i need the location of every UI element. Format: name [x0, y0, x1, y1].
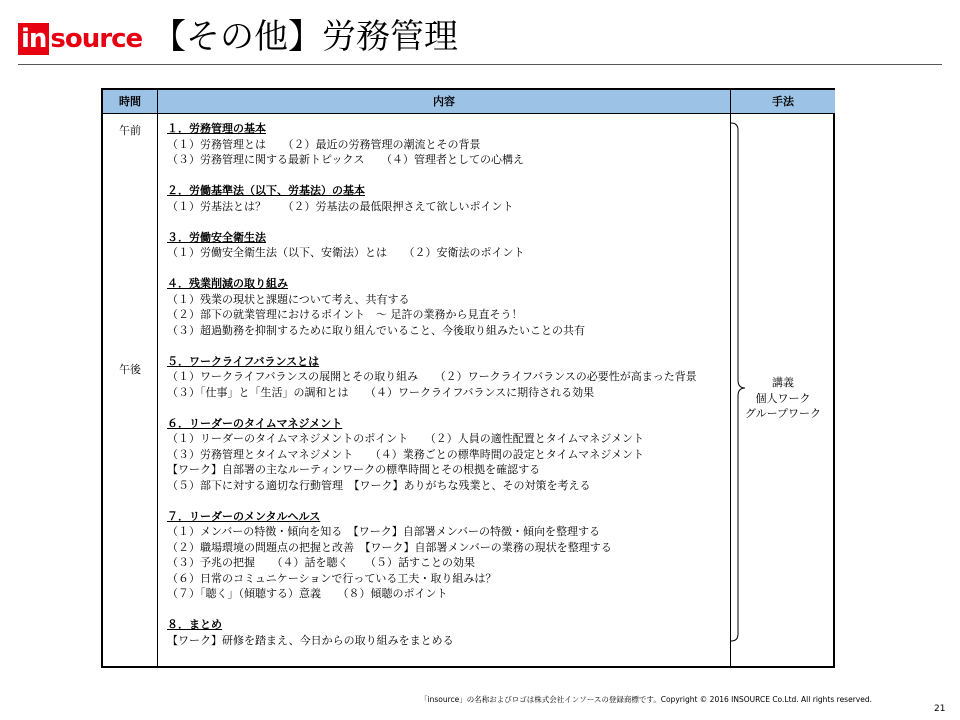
title-divider	[18, 64, 942, 65]
column-divider	[157, 90, 158, 666]
section-item: （３）労務管理とタイムマネジメント （４）業務ごとの標準時間の設定とタイムマネジメント	[167, 447, 644, 461]
spacer	[167, 338, 727, 354]
logo-in: in	[18, 23, 49, 55]
section-item: （１）労務管理とは （２）最近の労務管理の潮流とその背景	[167, 137, 481, 151]
section-item: （３）予兆の把握 （４）話を聴く （５）話すことの効果	[167, 556, 475, 569]
section-item: （３）超過勤務を抑制するために取り組んでいること、今後取り組みたいことの共有	[167, 323, 585, 337]
method-item: 講義	[772, 376, 794, 389]
section-heading: ６．リーダーのタイムマネジメント	[167, 416, 343, 430]
section-heading: ２．労働基準法（以下、労基法）の基本	[167, 184, 365, 197]
section-item: （１）労働安全衛生法（以下、安衛法）とは （２）安衛法のポイント	[167, 246, 525, 259]
spacer	[167, 168, 727, 184]
section-heading: ４．残業削減の取り組み	[167, 277, 288, 290]
section-item: （１）ワークライフバランスの展開とその取り組み （２）ワークライフバランスの必要性が高まった背景	[167, 370, 697, 383]
spacer	[167, 602, 727, 618]
time-afternoon: 午後	[119, 363, 141, 376]
section-item: （２）部下の就業管理におけるポイント ～ 足許の業務から見直そう！	[167, 308, 523, 321]
spacer	[167, 493, 727, 509]
header-time: 時間	[103, 90, 157, 114]
section-heading: １．労務管理の基本	[167, 122, 266, 135]
method-item: グループワーク	[744, 407, 822, 420]
section-item: （１）メンバーの特徴・傾向を知る 【ワーク】自部署メンバーの特徴・傾向を整理する	[167, 525, 600, 538]
time-morning: 午前	[119, 124, 141, 137]
section-heading: ８．まとめ	[167, 618, 222, 631]
spacer	[167, 214, 727, 230]
section-item: 【ワーク】自部署の主なルーティンワークの標準時間とその根拠を確認する	[167, 463, 541, 476]
section-item: （１）リーダーのタイムマネジメントのポイント （２）人員の適性配置とタイムマネジメント	[167, 432, 644, 445]
copyright-footer: 「insource」の名称およびロゴは株式会社インソースの登録商標です。Copyright © 2016 INSOURCE Co.Ltd. All rights reserved.	[420, 695, 872, 704]
method-list	[731, 375, 835, 422]
page-number: 21	[934, 704, 946, 714]
spacer	[167, 261, 727, 277]
section-item: （１）労基法とは？ （２）労基法の最低限押さえて欲しいポイント	[167, 199, 514, 213]
method-item: 個人ワーク	[755, 391, 811, 405]
section-item: （２）職場環境の問題点の把握と改善 【ワーク】自部署メンバーの業務の現状を整理する	[167, 540, 612, 554]
logo-source: source	[50, 24, 143, 54]
header-method: 手法	[731, 90, 835, 114]
page-title: 【その他】労務管理	[152, 17, 458, 57]
section-heading: ７．リーダーのメンタルヘルス	[167, 509, 321, 523]
section-item: （６）日常のコミュニケーションで行っている工夫・取り組みは？	[167, 571, 497, 585]
header-content: 内容	[158, 90, 730, 114]
content-list	[167, 121, 727, 648]
section-heading: ５．ワークライフバランスとは	[167, 354, 320, 368]
section-item: 【ワーク】研修を踏まえ、今日からの取り組みをまとめる	[167, 633, 454, 647]
section-item: （５）部下に対する適切な行動管理 【ワーク】ありがちな残業と、その対策を考える	[167, 478, 591, 492]
spacer	[167, 400, 727, 416]
section-item: （３）「仕事」と「生活」の調和とは （４）ワークライフバランスに期待される効果	[167, 385, 595, 399]
section-item: （７）「聴く」（傾聴する）意義 （８）傾聴のポイント	[167, 587, 448, 600]
curriculum-table	[101, 88, 835, 668]
insource-logo	[18, 23, 142, 55]
section-heading: ３．労働安全衛生法	[167, 230, 266, 244]
section-item: （１）残業の現状と課題について考え、共有する	[167, 292, 410, 306]
section-item: （３）労務管理に関する最新トピックス （４）管理者としての心構え	[167, 153, 524, 166]
